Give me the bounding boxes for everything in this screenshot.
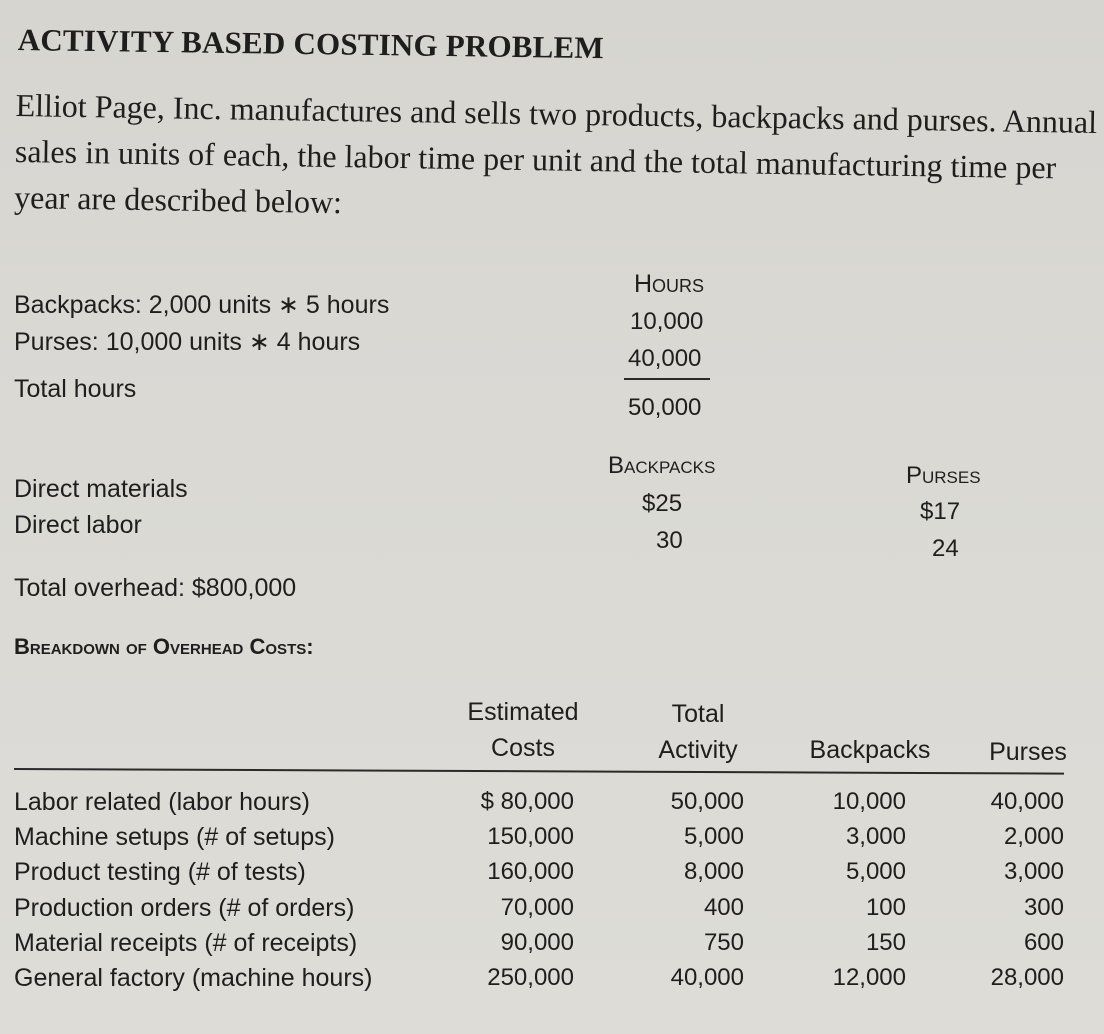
row-cost: 160,000 (487, 858, 574, 885)
row-purses: 2,000 (1003, 823, 1064, 850)
row-activity: Product testing (# of tests) (14, 858, 306, 886)
hours-value-purses: 40,000 (628, 345, 702, 372)
header-total-line2: Activity (658, 736, 738, 764)
header-estimated-line2: Costs (491, 734, 555, 762)
table-row (0, 929, 1104, 965)
row-activity: Labor related (labor hours) (14, 788, 310, 816)
direct-materials-label: Direct materials (14, 475, 188, 503)
row-cost: $ 80,000 (480, 788, 574, 815)
hours-total-rule (624, 378, 710, 380)
row-total: 400 (703, 894, 744, 921)
row-purses: 3,000 (1003, 858, 1064, 885)
total-hours-label: Total hours (14, 375, 137, 403)
direct-labor-purses: 24 (932, 535, 959, 562)
row-activity: Production orders (# of orders) (14, 894, 355, 922)
total-overhead: Total overhead: $800,000 (14, 574, 297, 602)
row-backpacks: 100 (865, 894, 906, 921)
col-header-purses: Purses (906, 462, 981, 489)
row-activity: General factory (machine hours) (14, 964, 373, 992)
row-cost: 150,000 (487, 823, 574, 850)
row-purses: 600 (1023, 929, 1064, 956)
col-header-backpacks: Backpacks (608, 452, 716, 479)
header-estimated-line1: Estimated (467, 698, 579, 726)
intro-paragraph: Elliot Page, Inc. manufactures and sells two products, backpacks and purses. Annual sales in units of each, the labor time per unit and the total manufacturing time per year are described below: (13, 86, 1098, 221)
table-row (0, 788, 1104, 824)
row-purses: 300 (1023, 894, 1064, 921)
table-header-rule (14, 768, 1064, 775)
header-estimated-costs (458, 694, 588, 766)
row-total: 5,000 (683, 823, 744, 850)
row-total: 50,000 (670, 788, 744, 815)
hours-header: Hours (634, 270, 705, 298)
problem-title: ACTIVITY BASED COSTING PROBLEM (17, 22, 605, 66)
row-activity: Material receipts (# of receipts) (14, 929, 358, 957)
direct-labor-label: Direct labor (14, 511, 142, 539)
row-cost: 70,000 (500, 894, 574, 921)
hours-label-backpacks: Backpacks: 2,000 units ∗ 5 hours (14, 291, 390, 319)
row-purses: 40,000 (990, 788, 1064, 815)
row-backpacks: 3,000 (845, 823, 906, 850)
direct-labor-backpacks: 30 (656, 527, 683, 554)
row-backpacks: 10,000 (832, 788, 906, 815)
row-backpacks: 150 (865, 929, 906, 956)
breakdown-heading: Breakdown of Overhead Costs: (14, 634, 314, 659)
row-purses: 28,000 (990, 964, 1064, 991)
hours-label-purses: Purses: 10,000 units ∗ 4 hours (14, 328, 361, 356)
header-total-line1: Total (671, 700, 725, 728)
row-cost: 250,000 (487, 964, 574, 991)
row-activity: Machine setups (# of setups) (14, 823, 335, 851)
direct-materials-purses: $17 (920, 498, 961, 525)
row-total: 40,000 (670, 964, 744, 991)
table-row (0, 823, 1104, 859)
table-row (0, 964, 1104, 1000)
table-row (0, 894, 1104, 930)
hours-value-backpacks: 10,000 (630, 308, 704, 335)
row-total: 750 (703, 929, 744, 956)
table-row (0, 858, 1104, 894)
row-backpacks: 12,000 (832, 964, 906, 991)
total-hours-value: 50,000 (628, 394, 702, 421)
direct-materials-backpacks: $25 (642, 490, 683, 517)
row-total: 8,000 (683, 858, 744, 885)
header-backpacks: Backpacks (809, 736, 931, 764)
header-total-activity (640, 696, 756, 768)
header-purses: Purses (989, 738, 1067, 766)
row-cost: 90,000 (500, 929, 574, 956)
row-backpacks: 5,000 (845, 858, 906, 885)
